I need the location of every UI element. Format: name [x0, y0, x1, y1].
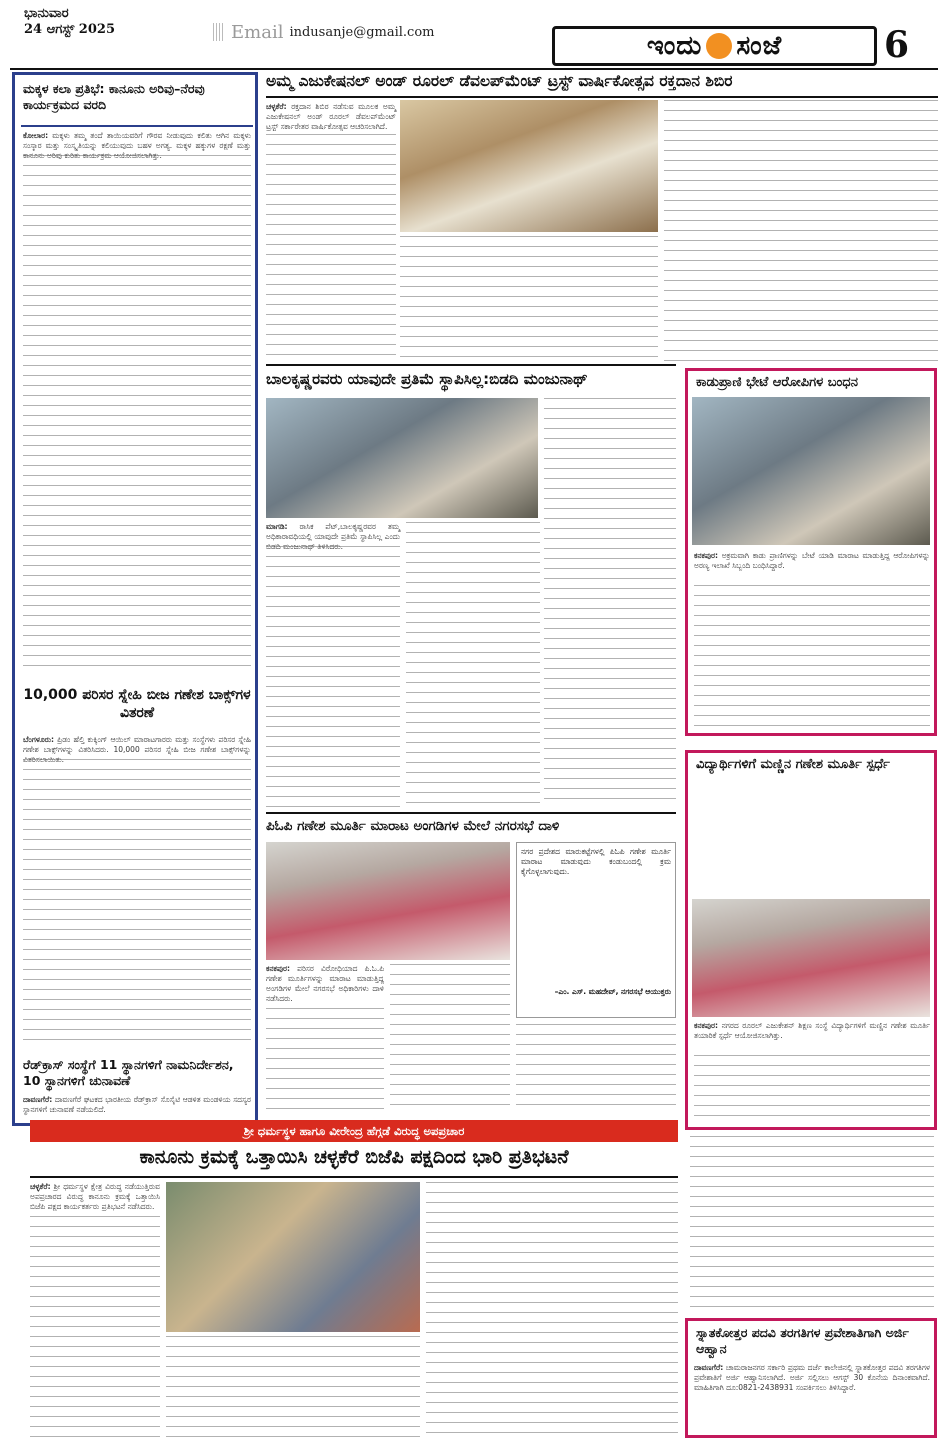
dateline: ಕೋಲಾರ:: [23, 131, 49, 140]
logo-text-left: ಇಂದು: [646, 30, 703, 61]
story3-body: ಪರಿಸರ ವಿರೋಧಿಯಾದ ಪಿ.ಓ.ಪಿ ಗಣೇಶ ಮೂರ್ತಿಗಳನ್ನು ಮಾರಾಟ ಮಾಡುತ್ತಿದ್ದ ಅಂಗಡಿಗಳ ಮೇಲೆ ನಗರಸಭೆ ಅಧಿಕಾರಿಗಳು ದಾಳಿ ನಡೆಸಿದರು.: [266, 964, 385, 1003]
logo-text-right: ಸಂಜೆ: [736, 30, 783, 61]
text-lines: [400, 236, 658, 362]
story3-photo: [266, 842, 510, 960]
divider: [266, 812, 676, 814]
text-lines: [426, 1182, 678, 1438]
right-box1-body: ಅಕ್ರಮವಾಗಿ ಕಾಡು ಪ್ರಾಣಿಗಳನ್ನು ಬೇಟೆ ಯಾಡಿ ಮಾರಾಟ ಮಾಡುತ್ತಿದ್ದ ಆರೋಪಿಗಳನ್ನು ಅರಣ್ಯ ಇಲಾಖೆ ಸಿಬ್ಬಂದಿ ಬಂಧಿಸಿದ್ದಾರೆ.: [694, 551, 930, 570]
text-lines: [516, 1024, 676, 1114]
dateline: ಕನಕಪುರ:: [266, 964, 290, 973]
text-lines: [406, 522, 540, 808]
story3-quote-by: –ಎಂ. ಎಸ್. ಮಹದೇವ್, ನಗರಸಭೆ ಆಯುಕ್ತರು: [554, 987, 671, 996]
text-lines: [694, 585, 930, 729]
left-headline-3: ರೆಡ್‌ಕ್ರಾಸ್ ಸಂಸ್ಥೆಗೆ 11 ಸ್ಥಾನಗಳಿಗೆ ನಾಮನಿರ್ದೇಶನ, 10 ಸ್ಥಾನಗಳಿಗೆ ಚುನಾವಣೆ: [23, 1057, 234, 1088]
text-lines: [664, 100, 938, 362]
newspaper-logo: [552, 26, 877, 66]
masthead-day: ಭಾನುವಾರ: [24, 6, 69, 21]
divider: [266, 364, 676, 366]
text-lines: [694, 1055, 930, 1125]
masthead-rule: [10, 68, 938, 70]
dateline: ಚಳ್ಳಕೆರೆ:: [30, 1182, 51, 1191]
dateline: ಕನಕಪುರ:: [694, 1021, 718, 1030]
bottom-kicker-banner: ಶ್ರೀ ಧರ್ಮಸ್ಥಳ ಹಾಗೂ ವೀರೇಂದ್ರ ಹೆಗ್ಗಡೆ ವಿರುದ್ಧ ಅಪಪ್ರಚಾರ: [30, 1120, 678, 1142]
dateline: ದಾವಣಗೆರೆ:: [694, 1363, 724, 1372]
email-decoration: [213, 23, 225, 41]
left-headline-2: 10,000 ಪರಿಸರ ಸ್ನೇಹಿ ಬೀಜ ಗಣೇಶ ಬಾಕ್ಸ್‌ಗಳ ವಿತರಣೆ: [23, 687, 251, 721]
left-headline-1: ಮಕ್ಕಳ ಕಲಾ ಪ್ರತಿಭೆ: ಕಾನೂನು ಅರಿವು–ನೆರವು ಕಾರ್ಯಕ್ರಮದ ವರದಿ: [23, 81, 205, 112]
dateline: ಕನಕಪುರ:: [694, 551, 718, 560]
right-box1-headline: ಕಾಡುಪ್ರಾಣಿ ಭೇಟೆ ಆರೋಪಿಗಳ ಬಂಧನ: [696, 375, 928, 391]
text-lines: [23, 759, 251, 1049]
text-lines: [544, 398, 676, 808]
divider: [30, 1176, 678, 1178]
left-body-3: ದಾವಣಗೆರೆ ಘಟಕದ ಭಾರತೀಯ ರೆಡ್‌ಕ್ರಾಸ್ ಸೊಸೈಟಿ ಆಡಳಿತ ಮಂಡಳಿಯ ಸದಸ್ಯರ ಸ್ಥಾನಗಳಿಗೆ ಚುನಾವಣೆ ನಡೆಯಲಿದೆ.: [23, 1095, 252, 1114]
right-box2-body: ನಗರದ ರೂರಲ್ ಎಜುಕೇಶನ್ ಶಿಕ್ಷಣ ಸಂಸ್ಥೆ ವಿದ್ಯಾರ್ಥಿಗಳಿಗೆ ಮಣ್ಣಿನ ಗಣೇಶ ಮೂರ್ತಿ ತಯಾರಿಕೆ ಸ್ಪರ್ಧೆ ಆಯೋಜಿಸಲಾಗಿತ್ತು.: [694, 1021, 931, 1040]
page-number: 6: [884, 24, 910, 66]
right-box3-body: ಚಾಮರಾಜನಗರ ಸರ್ಕಾರಿ ಪ್ರಥಮ ದರ್ಜೆ ಕಾಲೇಜಿನಲ್ಲಿ ಸ್ನಾತಕೋತ್ತರ ಪದವಿ ತರಗತಿಗಳ ಪ್ರವೇಶಾತಿಗೆ ಅರ್ಜಿ ಆಹ್ವಾನಿಸಲಾಗಿದೆ. ಅರ್ಜಿ ಸಲ್ಲಿಸಲು ಆಗಸ್ಟ್ 30 ಕೊನೆಯ ದಿನಾಂಕವಾಗಿದೆ. ಮಾಹಿತಿಗಾಗಿ ದೂ:0821-2438931 ಸಂಪರ್ಕಿಸಲು ತಿಳಿಸಿದ್ದಾರೆ.: [694, 1363, 930, 1392]
right-box2-photo: [692, 899, 930, 1017]
bottom-photo: [166, 1182, 420, 1332]
top-story-headline: ಅಮ್ಮ ಎಜುಕೇಷನಲ್ ಅಂಡ್ ರೂರಲ್ ಡೆವಲಪ್‌ಮೆಂಟ್ ಟ್ರಸ್ಟ್ ವಾರ್ಷಿಕೋತ್ಸವ ರಕ್ತದಾನ ಶಿಬಿರ: [266, 72, 733, 90]
story3-headline: ಪಿಓಪಿ ಗಣೇಶ ಮೂರ್ತಿ ಮಾರಾಟ ಅಂಗಡಿಗಳ ಮೇಲೆ ನಗರಸಭೆ ದಾಳಿ: [266, 818, 560, 834]
divider: [266, 96, 938, 98]
story2-body: ರಾಸಿಕ ಪೆಟ್,ಬಾಲಕೃಷ್ಣರವರ ತಮ್ಮ ಅಧಿಕಾರಾವಧಿಯಲ್ಲಿ ಯಾವುದೇ ಪ್ರತಿಮೆ ಸ್ಥಾಪಿಸಿಲ್ಲ ಎಂದು ಬಿಡದಿ ಮಂಜುನಾಥ್ ತಿಳಿಸಿದರು.: [266, 522, 400, 551]
dateline: ಚಳ್ಳಕೆರೆ:: [266, 102, 287, 111]
email-address[interactable]: indusanje@gmail.com: [289, 24, 435, 40]
story3-quote: ನಗರ ಪ್ರದೇಶದ ಮಾರುಕಟ್ಟೆಗಳಲ್ಲಿ ಪಿಓಪಿ ಗಣೇಶ ಮೂರ್ತಿ ಮಾರಾಟ ಮಾಡುವುದು ಕಂಡುಬಂದಲ್ಲಿ ಕ್ರಮ ಕೈಗೊಳ್ಳಲಾಗುವುದು.: [521, 847, 671, 876]
right-box1-photo: [692, 397, 930, 545]
bottom-body: ಶ್ರೀ ಧರ್ಮಸ್ಥಳ ಕ್ಷೇತ್ರ ವಿರುದ್ಧ ನಡೆಯುತ್ತಿರುವ ಅಪಪ್ರಚಾರದ ವಿರುದ್ಧ ಕಾನೂನು ಕ್ರಮಕ್ಕೆ ಒತ್ತಾಯಿಸಿ ಬಿಜೆಪಿ ಪಕ್ಷದ ಕಾರ್ಯಕರ್ತರು ಪ್ರತಿಭಟನೆ ನಡೆಸಿದರು.: [30, 1182, 160, 1211]
dateline: ದಾವಣಗೆರೆ:: [23, 1095, 53, 1104]
text-lines: [30, 1216, 160, 1438]
left-body-2: ಪ್ರಿಡಂ ಹೆಲ್ತಿ ಕುಕ್ಕಿಂಗ್ ಆಯಿಲ್ ಮಾರಾಟಗಾರರು ಮತ್ತು ಸಂಸ್ಥೆಗಳು ಪರಿಸರ ಸ್ನೇಹಿ ಗಣೇಶ ಬಾಕ್ಸ್‌ಗಳನ್ನು ವಿತರಿಸಿದರು. 10,000 ಪರಿಸರ ಸ್ನೇಹಿ ಬೀಜ ಗಣೇಶ ಬಾಕ್ಸ್‌ಗಳನ್ನು ವಿತರಿಸಲಾಯಿತು.: [23, 735, 251, 764]
text-lines: [266, 134, 396, 362]
story3-quote-box: [516, 842, 676, 1018]
story2-photo: [266, 398, 538, 518]
right-box-2: [685, 750, 937, 1130]
left-column-box: [12, 72, 258, 1126]
left-body-1: ಮಕ್ಕಳು ತಮ್ಮ ತಂದೆ ತಾಯಿಯವರಿಗೆ ಗೌರವ ನೀಡುವುದು ಕಲಿತು ಆಗಿನ ಮಕ್ಕಳು ಸಂಸ್ಕಾರ ಮತ್ತು ಸಂಸ್ಕೃತಿಯನ್ನು ಕಲಿಯುವುದು ಬಹಳ ಅಗತ್ಯ. ಮಕ್ಕಳ ಹಕ್ಕುಗಳ ರಕ್ಷಣೆ ಮತ್ತು ಕಾನೂನು ಅರಿವು ಕುರಿತು ಕಾರ್ಯಕ್ರಮ ಆಯೋಜಿಸಲಾಗಿತ್ತು.: [23, 131, 251, 160]
email-block: [213, 20, 543, 44]
story2-headline: ಬಾಲಕೃಷ್ಣರವರು ಯಾವುದೇ ಪ್ರತಿಮೆ ಸ್ಥಾಪಿಸಿಲ್ಲ:ಬಿಡದಿ ಮಂಜುನಾಥ್: [266, 370, 588, 388]
right-box3-headline: ಸ್ನಾತಕೋತ್ತರ ಪದವಿ ತರಗತಿಗಳ ಪ್ರವೇಶಾತಿಗಾಗಿ ಅರ್ಜಿ ಆಹ್ವಾನ: [696, 1325, 909, 1356]
right-box-1: [685, 368, 937, 736]
sun-icon: [706, 33, 732, 59]
top-story-photo: [400, 100, 658, 232]
dateline: ಮಾಗಡಿ:: [266, 522, 288, 531]
text-lines: [266, 1008, 384, 1114]
divider: [21, 125, 253, 127]
email-label: Email: [231, 21, 284, 43]
text-lines: [690, 1136, 934, 1312]
masthead-date: [24, 6, 115, 38]
dateline: ಬೆಂಗಳೂರು:: [23, 735, 55, 744]
text-lines: [23, 155, 251, 675]
text-lines: [166, 1336, 420, 1438]
text-lines: [266, 546, 400, 808]
right-box2-headline: ವಿದ್ಯಾರ್ಥಿಗಳಿಗೆ ಮಣ್ಣಿನ ಗಣೇಶ ಮೂರ್ತಿ ಸ್ಪರ್ಧೆ: [696, 757, 890, 772]
right-box-3: [685, 1318, 937, 1438]
text-lines: [390, 964, 510, 1114]
masthead-date-text: 24 ಆಗಸ್ಟ್ 2025: [24, 22, 115, 37]
bottom-headline: ಕಾನೂನು ಕ್ರಮಕ್ಕೆ ಒತ್ತಾಯಿಸಿ ಚಳ್ಳಕೆರೆ ಬಿಜೆಪಿ ಪಕ್ಷದಿಂದ ಭಾರಿ ಪ್ರತಿಭಟನೆ: [139, 1146, 569, 1168]
top-story-body: ರಕ್ತದಾನ ಶಿಬಿರ ನಡೆಸುವ ಮೂಲಕ ಅಮ್ಮ ಎಜುಕೇಷನಲ್ ಅಂಡ್ ರೂರಲ್ ಡೆವಲಪ್‌ಮೆಂಟ್ ಟ್ರಸ್ಟ್ ಸರ್ಕಾರೇತರ ವಾರ್ಷಿಕೋತ್ಸವ ಆಚರಿಸಲಾಗಿದೆ.: [266, 102, 396, 131]
